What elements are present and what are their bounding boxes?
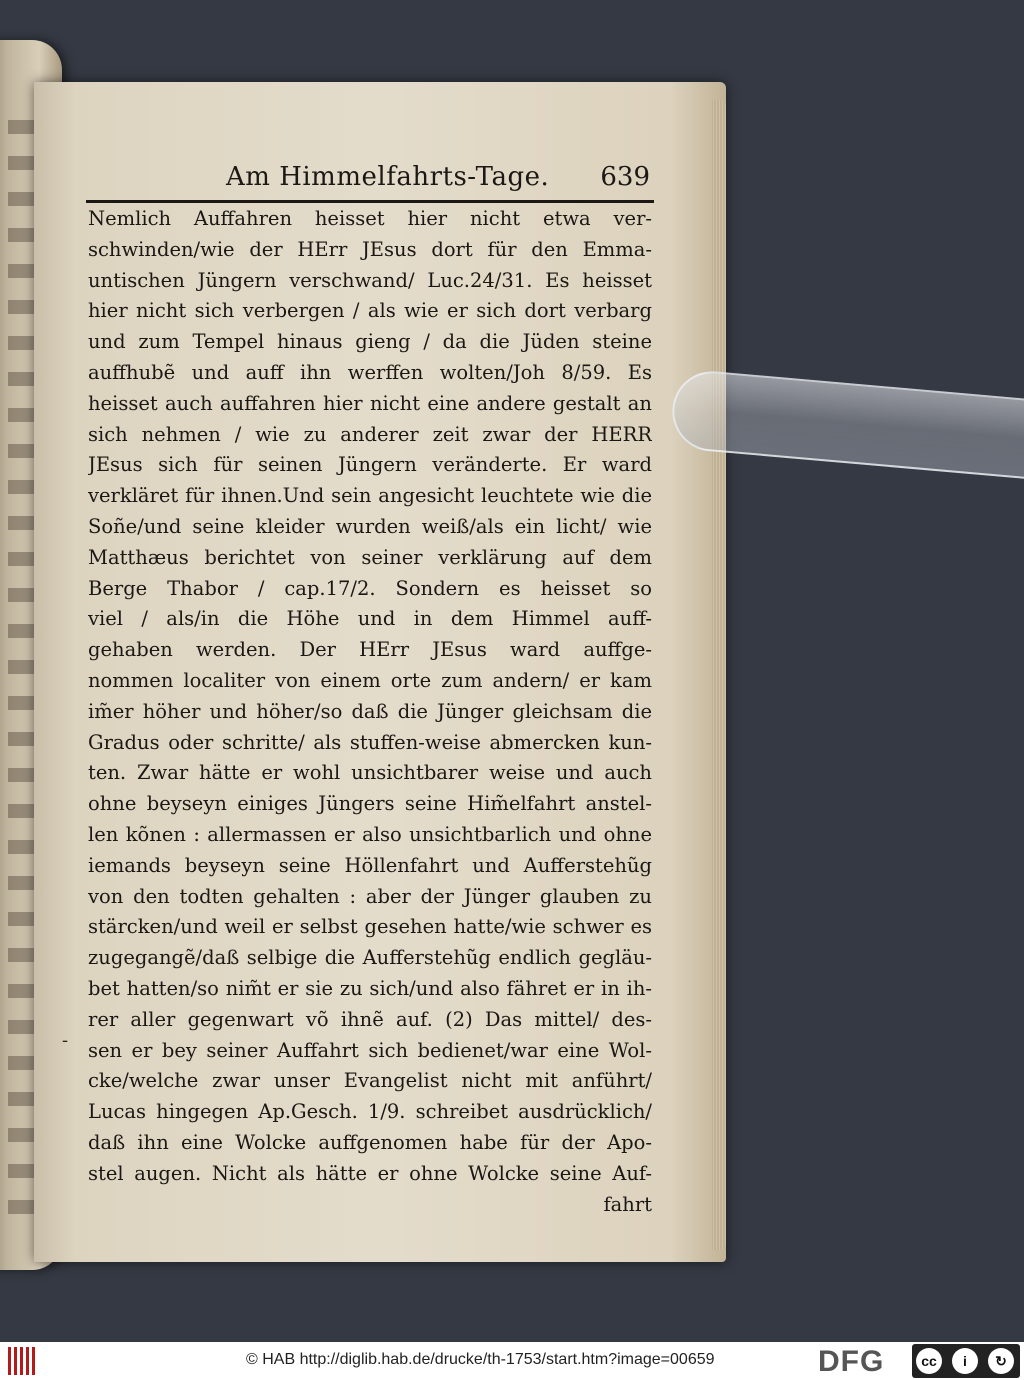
text-line: fahrt	[603, 1192, 652, 1216]
text-line: heisset auch auffahren hier nicht eine andere gestalt an	[88, 391, 652, 415]
text-line: Nemlich Auffahren heisset hier nicht etwa ver-	[88, 207, 652, 230]
text-line: schwinden/wie der HErr JEsus dort für den Emma-	[88, 237, 652, 261]
text-line: sen er bey seiner Auffahrt sich bedienet/war eine Wol-	[88, 1038, 652, 1062]
text-line: bet hatten/so nim̃t er sie zu sich/und also fähret er in ih-	[88, 976, 652, 1000]
text-line: im̃er höher und höher/so daß die Jünger gleichsam die	[88, 699, 652, 723]
text-line: Gradus oder schritte/ als stuffen-weise abmercken kun-	[88, 730, 652, 754]
cc-license-badge[interactable]	[912, 1344, 1020, 1378]
text-line: ohne beyseyn einiges Jüngers seine Him̃elfahrt anstel-	[88, 792, 652, 816]
text-line: JEsus sich für seinen Jüngern veränderte. Er ward	[88, 453, 652, 477]
margin-mark: -	[62, 1030, 69, 1051]
dfg-logo: DFG	[818, 1345, 885, 1378]
text-line: gehaben werden. Der HErr JEsus ward auffge-	[88, 638, 652, 662]
cc-sa-icon: ↻	[988, 1348, 1014, 1374]
cc-by-icon: i	[952, 1348, 978, 1374]
text-line: stel augen. Nicht als hätte er ohne Wolcke seine Auf-	[88, 1161, 652, 1185]
cc-icon: cc	[916, 1348, 942, 1374]
text-line: hier nicht sich verbergen / als wie er sich dort verbarg	[88, 299, 652, 323]
text-line: ten. Zwar hätte er wohl unsichtbarer weise und auch	[88, 761, 652, 785]
text-line: Matthæus berichtet von seiner verklärung auf dem	[88, 545, 652, 569]
text-line: rer aller gegenwart võ ihnẽ auf. (2) Das mittel/ des-	[88, 1007, 652, 1031]
text-line: sich nehmen / wie zu anderer zeit zwar der HERR	[88, 422, 652, 446]
text-line: auffhubẽ und auff ihn werffen wolten/Joh 8/59. Es	[88, 360, 652, 384]
page-fore-edge	[712, 100, 726, 1250]
text-line: viel / als/in die Höhe und in dem Himmel auff-	[88, 607, 652, 631]
text-line: Soñe/und seine kleider wurden weiß/als ein licht/ wie	[88, 514, 652, 538]
text-line: len kõnen : allermassen er also unsichtbarlich und ohne	[88, 822, 652, 846]
text-line: und zum Tempel hinaus gieng / da die Jüden steine	[88, 330, 652, 354]
text-line: nommen localiter von einem orte zum andern/ er kam	[88, 668, 652, 692]
text-line: Berge Thabor / cap.17/2. Sondern es heisset so	[88, 576, 652, 600]
body-text	[88, 204, 652, 1220]
text-line: Lucas hingegen Ap.Gesch. 1/9. schreibet ausdrücklich/	[88, 1100, 652, 1124]
text-line: daß ihn eine Wolcke auffgenomen habe für der Apo-	[88, 1130, 652, 1154]
page-number: 639	[600, 162, 650, 192]
text-line: von den todten gehalten : aber der Jünger glauben zu	[88, 884, 652, 908]
text-line: stärcken/und weil er selbst gesehen hatte/wie schwer es	[88, 915, 652, 939]
text-line: cke/welche zwar unser Evangelist nicht mit anführt/	[88, 1069, 652, 1093]
text-line: zugegangẽ/daß selbige die Aufferstehũg endlich gegläu-	[88, 946, 652, 970]
text-line: untischen Jüngern verschwand/ Luc.24/31. Es heisset	[88, 268, 652, 292]
page-header	[86, 160, 654, 203]
footer-credit-link[interactable]: © HAB http://diglib.hab.de/drucke/th-1753/start.htm?image=00659	[246, 1351, 715, 1368]
text-line: verkläret für ihnen.Und sein angesicht leuchtete wie die	[88, 484, 652, 508]
library-logo-icon	[8, 1347, 38, 1375]
text-line: iemands beyseyn seine Höllenfahrt und Aufferstehũg	[88, 853, 652, 877]
running-title: Am Himmelfahrts-Tage.	[226, 162, 550, 192]
footer-bar	[0, 1342, 1024, 1380]
